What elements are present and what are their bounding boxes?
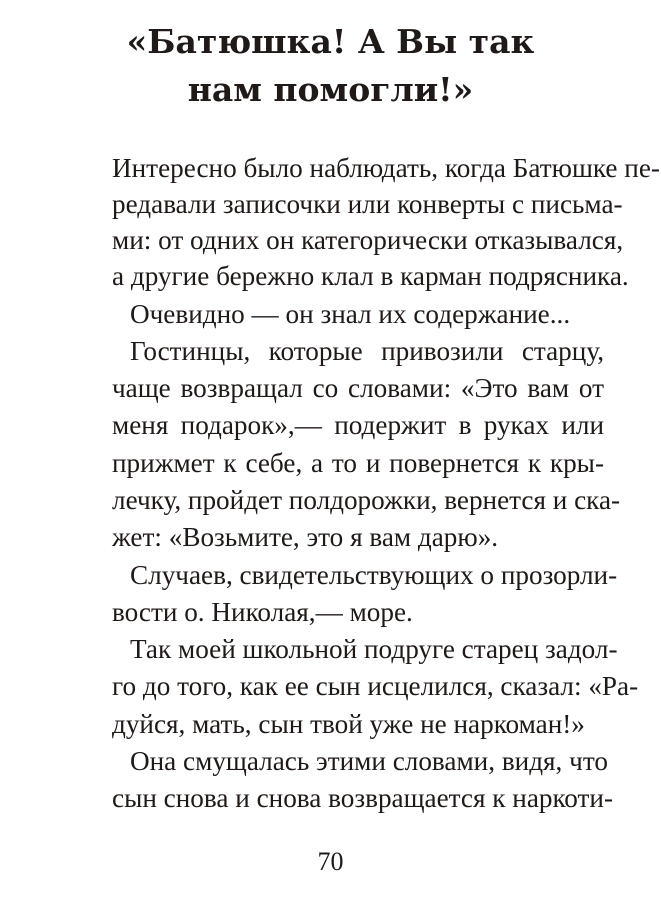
text-line: дуйся, мать, сын твой уже не наркоман!» <box>112 709 585 739</box>
text-line: жет: «Возьмите, это я вам дарю». <box>112 522 499 552</box>
text-line: чаще возвращал со словами: «Это вам от <box>112 373 604 403</box>
text-line: го до того, как ее сын исцелился, сказал: «Ра- <box>112 671 639 701</box>
chapter-title-line-2: нам помогли!» <box>187 70 474 109</box>
chapter-title-line-1: «Батюшка! А Вы так <box>126 22 535 61</box>
text-line: редавали записочки или конверты с письма- <box>112 189 623 219</box>
text-line: прижмет к себе, а то и повернется к кры- <box>112 448 604 478</box>
text-line: меня подарок»,— подержит в руках или <box>112 410 604 440</box>
text-line: Гостинцы, которые привозили старцу, <box>130 336 604 366</box>
text-line: Интересно было наблюдать, когда Батюшке пе- <box>112 153 660 183</box>
text-line: лечку, пройдет полдорожки, вернется и ска- <box>112 485 621 515</box>
text-line: Так моей школьной подруге старец задол- <box>130 634 618 664</box>
page-number: 70 <box>317 847 344 876</box>
text-line: Очевидно — он знал их содержание... <box>130 299 571 329</box>
text-line: вости о. Николая,— море. <box>112 597 413 627</box>
chapter-title <box>0 18 661 114</box>
text-line: сын снова и снова возвращается к наркоти- <box>112 783 614 813</box>
text-line: а другие бережно клал в карман подрясника. <box>112 261 629 291</box>
text-line: Она смущалась этими словами, видя, что <box>130 746 608 776</box>
text-line: ми: от одних он категорически отказывался, <box>112 225 624 255</box>
text-line: Случаев, свидетельствующих о прозорли- <box>130 560 618 590</box>
